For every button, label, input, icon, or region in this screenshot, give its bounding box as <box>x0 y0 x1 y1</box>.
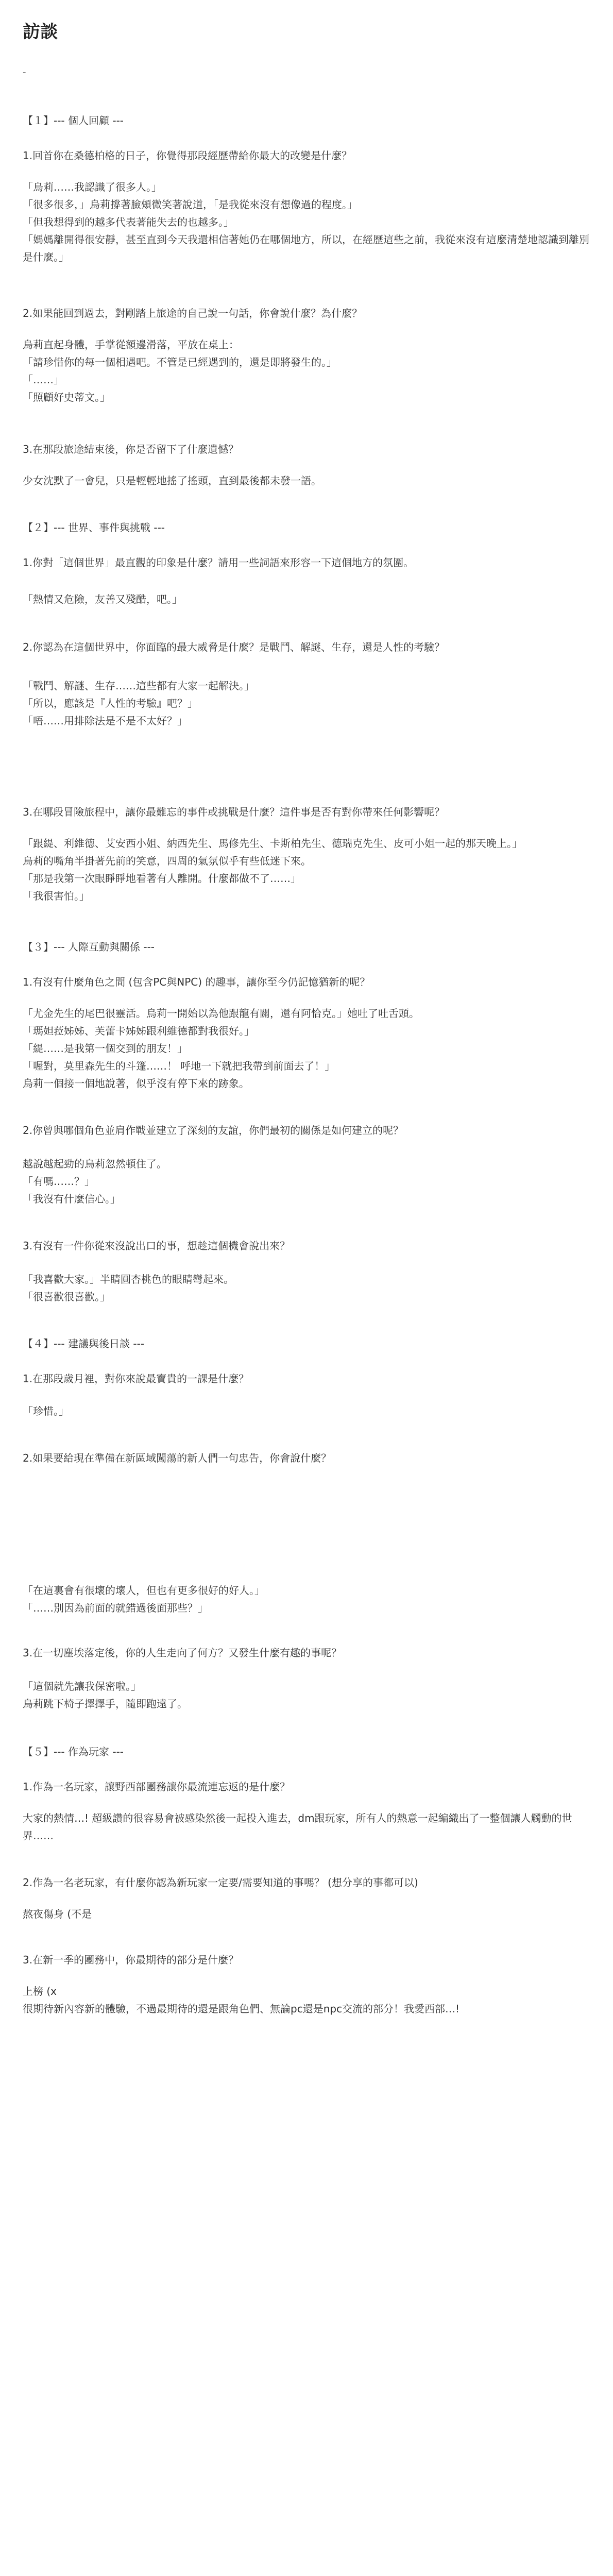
question-text: 3.在一切塵埃落定後，你的人生走向了何方？又發生什麼有趣的事呢？ <box>23 1647 342 1659</box>
answer-block <box>23 835 590 905</box>
question-text: 1.作為一名玩家，讓野西部團務讓你最流連忘返的是什麼？ <box>23 1781 291 1793</box>
answer-line: 「很多很多，」烏莉撐著臉頰微笑著說道，「是我從來沒有想像過的程度。」 <box>23 198 357 211</box>
answer-line: 「瑪妲菈姊姊、芙蕾卡姊姊跟利維德都對我很好。」 <box>23 1025 254 1037</box>
section-heading: 【１】--- 個人回顧 --- <box>23 114 124 127</box>
answer-line: 烏莉一個接一個地說著，似乎沒有停下來的跡象。 <box>23 1077 249 1090</box>
answer-line: 「喔對，莫里森先生的斗篷……！ 呼地一下就把我帶到前面去了！」 <box>23 1060 335 1072</box>
section-heading: 【５】--- 作為玩家 --- <box>23 1745 124 1758</box>
qa-item <box>23 1451 590 1617</box>
section-2 <box>23 520 590 905</box>
answer-line: 「媽媽離開得很安靜，甚至直到今天我還相信著她仍在哪個地方，所以，在經歷這些之前，我從來沒有這麼清楚地認識到離別是什麼。」 <box>23 233 589 263</box>
answer-line: 「戰鬥、解謎、生存……這些都有大家一起解決。」 <box>23 680 254 692</box>
answer-block <box>23 1809 590 1844</box>
answer-block <box>23 677 590 730</box>
answer-line: 「我很害怕。」 <box>23 890 90 902</box>
question-text: 3.有沒有一件你從來沒說出口的事，想趁這個機會說出來？ <box>23 1240 291 1252</box>
answer-block <box>23 1155 590 1208</box>
question-text: 2.你曾與哪個角色並肩作戰並建立了深刻的友誼，你們最初的關係是如何建立的呢？ <box>23 1124 404 1137</box>
question-text: 1.你對「這個世界」最直觀的印象是什麼？請用一些詞語來形容一下這個地方的氛圍。 <box>23 556 414 569</box>
qa-item <box>23 1123 590 1208</box>
question-text: 2.如果要給現在準備在新區域闖蕩的新人們一句忠告，你會說什麼？ <box>23 1452 332 1464</box>
qa-item <box>23 306 590 406</box>
question-text: 1.回首你在桑德柏格的日子，你覺得那段經歷帶給你最大的改變是什麼？ <box>23 149 352 162</box>
qa-item <box>23 1875 590 1923</box>
answer-line: 大家的熱情…! 超級讚的很容易會被感染然後一起投入進去，dm跟玩家，所有人的熱意一起編織出了一整個讓人觸動的世界…… <box>23 1812 572 1842</box>
answer-line: 「……」 <box>23 374 64 386</box>
answer-line: 「緹……是我第一個交到的朋友！」 <box>23 1042 188 1055</box>
qa-item <box>23 442 590 489</box>
answer-line: 「熱情又危險，友善又殘酷，吧。」 <box>23 593 182 605</box>
answer-line: 「……別因為前面的就錯過後面那些？」 <box>23 1602 208 1614</box>
page-title: 訪談 <box>23 22 58 42</box>
answer-line: 「珍惜。」 <box>23 1405 69 1417</box>
answer-block <box>23 1270 590 1306</box>
answer-line: 很期待新內容新的體驗，不過最期待的還是跟角色們、無論pc還是npc交流的部分！我愛西部…! <box>23 2003 460 2015</box>
answer-line: 「那是我第一次眼睜睜地看著有人離開。什麼都做不了……」 <box>23 872 301 885</box>
answer-line: 「請珍惜你的每一個相遇吧。不管是已經遇到的，還是即將發生的。」 <box>23 356 337 368</box>
qa-item <box>23 805 590 905</box>
question-text: 1.在那段歲月裡，對你來說最寶貴的一課是什麼？ <box>23 1372 249 1385</box>
answer-line: 烏莉跳下椅子擇擇手，隨即跑遠了。 <box>23 1698 188 1710</box>
answer-line: 「唔……用排除法是不是不太好？」 <box>23 715 188 727</box>
answer-line: 熬夜傷身 (不是 <box>23 1908 92 1920</box>
answer-line: 「所以，應該是『人性的考驗』吧？」 <box>23 697 198 709</box>
section-4 <box>23 1336 590 1713</box>
answer-line: 烏莉直起身體，手掌從額邊滑落，平放在桌上： <box>23 338 239 351</box>
qa-item <box>23 1780 590 1844</box>
answer-line: 少女沈默了一會兒，只是輕輕地搖了搖頭，直到最後都未發一語。 <box>23 474 321 487</box>
answer-block <box>23 472 590 489</box>
answer-line <box>23 1547 590 1564</box>
question-text: 3.在新一季的團務中，你最期待的部分是什麼？ <box>23 1954 239 1966</box>
answer-line: 「但我想得到的越多代表著能失去的也越多。」 <box>23 216 234 228</box>
question-text: 3.在那段旅途結束後，你是否留下了什麼遺憾？ <box>23 443 239 455</box>
answer-block <box>23 1982 590 2018</box>
question-text: 2.作為一名老玩家，有什麼你認為新玩家一定要/需要知道的事嗎？ (想分享的事都可以) <box>23 1876 418 1889</box>
answer-block <box>23 1005 590 1092</box>
answer-line: 上榜 (x <box>23 1985 57 1997</box>
question-text: 1.有沒有什麼角色之間 (包含PC與NPC) 的趣事，讓你至今仍記憶猶新的呢？ <box>23 976 370 988</box>
qa-item <box>23 1371 590 1420</box>
question-text: 2.如果能回到過去，對剛踏上旅途的自己說一句話，你會說什麼？為什麼？ <box>23 307 363 319</box>
section-5 <box>23 1744 590 2018</box>
section-1 <box>23 113 590 489</box>
answer-line: 「尤金先生的尾巴很靈活。烏莉一開始以為他跟龍有關，還有阿恰克。」她吐了吐舌頭。 <box>23 1007 419 1020</box>
question-text: 2.你認為在這個世界中，你面臨的最大威脅是什麼？是戰鬥、解謎、生存，還是人性的考驗？ <box>23 641 445 653</box>
answer-line: 「照顧好史蒂文。」 <box>23 391 110 403</box>
qa-item <box>23 1646 590 1713</box>
answer-block <box>23 336 590 406</box>
answer-line: 「我沒有什麼信心。」 <box>23 1193 121 1205</box>
answer-block <box>23 1512 590 1617</box>
answer-block <box>23 1677 590 1713</box>
section-3 <box>23 940 590 1306</box>
answer-line: 「烏莉……我認識了很多人。」 <box>23 181 162 193</box>
answer-block <box>23 178 590 266</box>
answer-line <box>23 1564 590 1582</box>
title-separator: - <box>23 67 26 78</box>
answer-line: 「跟緹、利維德、艾安西小姐、納西先生、馬修先生、卡斯柏先生、德瑞克先生、皮可小姐一起的那天晚上。」 <box>23 837 522 850</box>
answer-block <box>23 1905 590 1923</box>
qa-item <box>23 1953 590 2018</box>
answer-line <box>23 1529 590 1547</box>
answer-line: 「這個就先讓我保密啦。」 <box>23 1680 141 1692</box>
answer-block <box>23 590 590 608</box>
qa-item <box>23 975 590 1092</box>
section-heading: 【３】--- 人際互動與關係 --- <box>23 941 155 953</box>
answer-line: 烏莉的嘴角半掛著先前的笑意，四周的氣氛似乎有些低迷下來。 <box>23 855 311 867</box>
sections-container <box>23 113 590 2018</box>
section-heading: 【４】--- 建議與後日談 --- <box>23 1337 145 1350</box>
answer-line: 越說越起勁的烏莉忽然頓住了。 <box>23 1158 167 1170</box>
section-heading: 【２】--- 世界、事件與挑戰 --- <box>23 521 165 534</box>
answer-line: 「有嗎……？」 <box>23 1175 95 1188</box>
qa-item <box>23 640 590 730</box>
qa-item <box>23 555 590 608</box>
answer-line: 「在這裏會有很壞的壞人，但也有更多很好的好人。」 <box>23 1584 265 1597</box>
question-text: 3.在哪段冒險旅程中，讓你最難忘的事件或挑戰是什麼？這件事是否有對你帶來任何影響呢？ <box>23 806 445 818</box>
answer-block <box>23 1402 590 1420</box>
qa-item <box>23 1239 590 1306</box>
qa-item <box>23 148 590 266</box>
answer-line: 「我喜歡大家。」半睛圓杏桃色的眼睛彎起來。 <box>23 1273 234 1285</box>
answer-line: 「很喜歡很喜歡。」 <box>23 1291 110 1303</box>
answer-line <box>23 1512 590 1529</box>
